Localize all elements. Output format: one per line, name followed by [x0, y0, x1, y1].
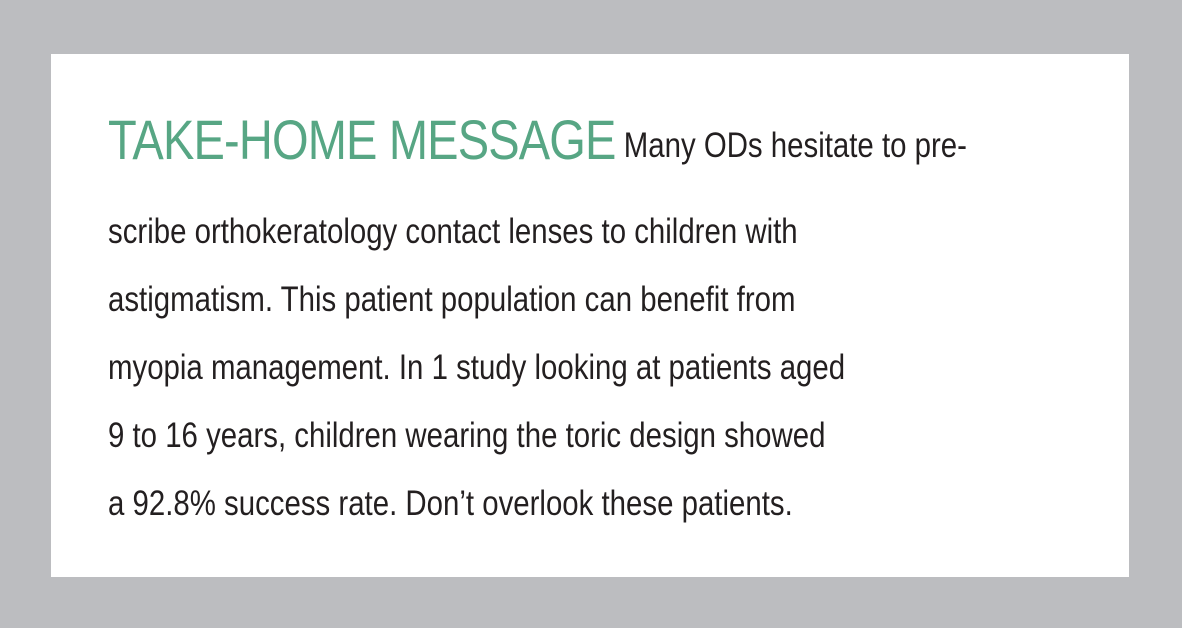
- message-line-5: 9 to 16 years, children wearing the toric design showed: [108, 416, 826, 455]
- message-line-2: scribe orthokeratology contact lenses to children with: [108, 212, 798, 251]
- message-line-4: myopia management. In 1 study looking at patients aged: [108, 348, 846, 387]
- take-home-heading: TAKE-HOME MESSAGE: [108, 108, 616, 171]
- take-home-message-card: [51, 54, 1129, 577]
- message-line-1: [108, 108, 967, 171]
- message-line-3: astigmatism. This patient population can benefit from: [108, 280, 796, 319]
- message-line-text: Many ODs hesitate to pre-: [623, 126, 967, 165]
- message-line-6: a 92.8% success rate. Don’t overlook these patients.: [108, 484, 793, 523]
